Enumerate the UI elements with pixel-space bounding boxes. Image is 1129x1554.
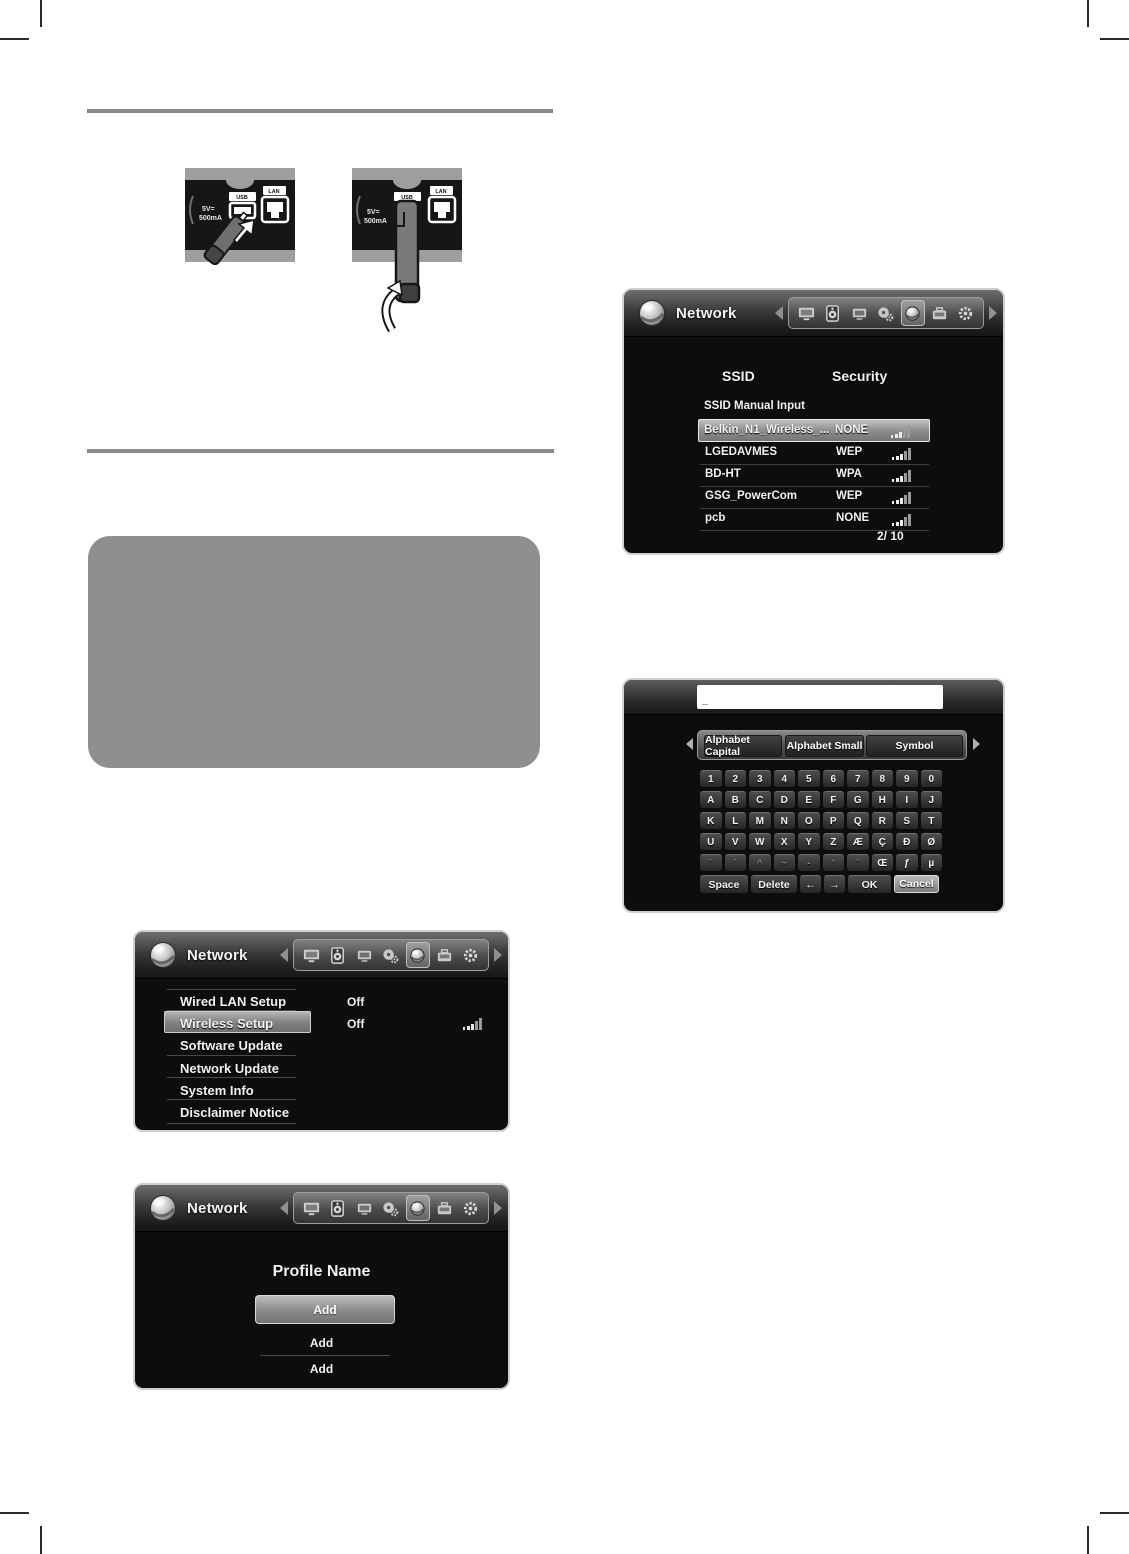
key[interactable]: F — [823, 791, 845, 808]
usb-port-label: USB — [236, 195, 248, 201]
ssid-security: NONE — [835, 424, 869, 436]
key[interactable]: ^ — [749, 854, 771, 871]
key[interactable]: Ð — [896, 833, 918, 850]
ssid-name: GSG_PowerCom — [705, 490, 798, 502]
key[interactable]: X — [774, 833, 796, 850]
network-icon[interactable] — [406, 1195, 430, 1221]
add-profile-button-selected[interactable]: Add — [255, 1295, 395, 1324]
key[interactable]: ¨ — [847, 854, 869, 871]
display-icon[interactable] — [794, 300, 818, 326]
key[interactable]: J — [921, 791, 943, 808]
screen-title: Network — [187, 1199, 248, 1217]
ssid-name: pcb — [705, 512, 726, 524]
key[interactable]: Z — [823, 833, 845, 850]
key[interactable]: I — [896, 791, 918, 808]
key[interactable]: Q — [847, 812, 869, 829]
profile-name-heading: Profile Name — [272, 1263, 371, 1280]
key[interactable]: µ — [921, 854, 943, 871]
ssid-security: WEP — [836, 446, 863, 458]
row-separator — [260, 1355, 390, 1356]
screen-header — [624, 290, 1003, 337]
action-key-row — [700, 875, 942, 893]
note-box — [88, 536, 540, 768]
lock-display-icon[interactable] — [847, 300, 871, 326]
audio-icon[interactable] — [326, 1195, 350, 1221]
audio-icon[interactable] — [326, 942, 350, 968]
network-globe-icon — [148, 940, 178, 970]
playback-settings-icon[interactable] — [379, 1195, 403, 1221]
cropmark-tr-v — [1087, 0, 1089, 27]
key[interactable]: 5 — [798, 770, 820, 787]
current-label: 500mA — [364, 218, 387, 225]
key[interactable]: H — [872, 791, 894, 808]
cursor-left-key[interactable]: ← — [800, 875, 821, 893]
key[interactable]: Ø — [921, 833, 943, 850]
key[interactable]: G — [847, 791, 869, 808]
key[interactable]: E — [798, 791, 820, 808]
key-row — [700, 833, 942, 850]
ssid-row[interactable] — [700, 486, 929, 509]
key[interactable]: C — [749, 791, 771, 808]
settings-category-strip — [788, 297, 984, 329]
key[interactable]: D — [774, 791, 796, 808]
menu-item-network-update[interactable] — [135, 1057, 508, 1079]
key[interactable]: B — [725, 791, 747, 808]
setup-gear-icon[interactable] — [459, 942, 483, 968]
key[interactable]: Y — [798, 833, 820, 850]
key[interactable]: 8 — [872, 770, 894, 787]
row-separator — [167, 1077, 296, 1078]
cropmark-br-v — [1087, 1526, 1089, 1554]
network-menu-screen — [133, 930, 510, 1132]
network-icon[interactable] — [406, 942, 430, 968]
lan-port-label: LAN — [435, 189, 447, 195]
key[interactable]: Œ — [872, 854, 894, 871]
cropmark-br-h — [1100, 1512, 1129, 1514]
virtual-keyboard-screen — [622, 678, 1005, 913]
menu-item-value: Off — [347, 995, 365, 1009]
key-row — [700, 791, 942, 808]
page-indicator: 2/ 10 — [877, 529, 904, 543]
ssid-row-selected[interactable] — [698, 419, 930, 442]
menu-right-arrow[interactable] — [494, 1201, 502, 1215]
others-icon[interactable] — [432, 1195, 456, 1221]
tab-alphabet-capital[interactable]: Alphabet Capital — [704, 735, 782, 757]
menu-item-software-update[interactable] — [135, 1034, 508, 1056]
usb-dongle-diagram — [148, 164, 488, 374]
row-separator — [167, 1010, 296, 1011]
network-globe-icon — [148, 1193, 178, 1223]
menu-left-arrow[interactable] — [280, 1201, 288, 1215]
add-profile-button[interactable]: Add — [309, 1362, 334, 1376]
tab-alphabet-small[interactable]: Alphabet Small — [785, 735, 864, 757]
delete-key[interactable]: Delete — [751, 875, 797, 893]
rear-panel-left — [185, 168, 295, 266]
ssid-name: LGEDAVMES — [705, 446, 777, 458]
key[interactable]: L — [725, 812, 747, 829]
key[interactable]: ' — [823, 854, 845, 871]
menu-item-value: Off — [347, 1017, 365, 1031]
key[interactable]: ` — [700, 854, 722, 871]
row-separator — [167, 1123, 296, 1124]
key[interactable]: S — [896, 812, 918, 829]
key[interactable]: 9 — [896, 770, 918, 787]
tabs-left-arrow[interactable] — [686, 738, 693, 750]
settings-category-strip — [293, 939, 489, 971]
key[interactable]: Æ — [847, 833, 869, 850]
lan-port-label: LAN — [268, 189, 280, 195]
keyboard-mode-tabs — [697, 730, 967, 760]
key[interactable]: ~ — [774, 854, 796, 871]
current-label: 500mA — [199, 215, 222, 222]
key[interactable]: 4 — [774, 770, 796, 787]
lock-display-icon[interactable] — [352, 1195, 376, 1221]
signal-strength-icon — [891, 425, 913, 438]
section-rule-top — [87, 109, 553, 113]
key-row — [700, 812, 942, 829]
key[interactable]: 7 — [847, 770, 869, 787]
menu-item-label: Network Update — [180, 1061, 279, 1076]
row-separator — [167, 1099, 296, 1100]
menu-right-arrow[interactable] — [494, 948, 502, 962]
menu-item-disclaimer-notice[interactable] — [135, 1101, 508, 1123]
key[interactable]: ƒ — [896, 854, 918, 871]
screen-header — [135, 932, 508, 979]
security-column-header: Security — [832, 368, 888, 384]
ssid-row[interactable] — [700, 508, 929, 531]
ssid-manual-input-item[interactable]: SSID Manual Input — [704, 400, 805, 412]
profile-name-screen — [133, 1183, 510, 1390]
usb-port-label: USB — [401, 195, 413, 201]
power-label: 5V= — [202, 206, 215, 213]
audio-icon[interactable] — [821, 300, 845, 326]
input-cursor: _ — [702, 694, 709, 706]
row-separator — [167, 1055, 296, 1056]
network-icon[interactable] — [901, 300, 925, 326]
menu-left-arrow[interactable] — [280, 948, 288, 962]
menu-item-label: System Info — [180, 1083, 254, 1098]
key[interactable]: U — [700, 833, 722, 850]
signal-strength-icon — [892, 491, 914, 504]
playback-settings-icon[interactable] — [874, 300, 898, 326]
others-icon[interactable] — [927, 300, 951, 326]
settings-category-strip — [293, 1192, 489, 1224]
ssid-security: NONE — [836, 512, 870, 524]
key[interactable]: O — [798, 812, 820, 829]
others-icon[interactable] — [432, 942, 456, 968]
key[interactable]: N — [774, 812, 796, 829]
ssid-column-header: SSID — [722, 368, 755, 384]
key[interactable]: R — [872, 812, 894, 829]
cursor-right-key[interactable]: → — [824, 875, 845, 893]
signal-strength-icon — [892, 513, 914, 526]
network-globe-icon — [637, 298, 667, 328]
ssid-row[interactable] — [700, 464, 929, 487]
flip-up-arrow — [386, 281, 402, 330]
menu-item-wireless-setup[interactable] — [135, 1012, 508, 1034]
cropmark-tl-h — [0, 38, 29, 40]
ssid-name: BD-HT — [705, 468, 741, 480]
rear-panel-right — [352, 168, 462, 330]
key[interactable]: - — [798, 854, 820, 871]
screen-header — [135, 1185, 508, 1232]
menu-item-label: Wired LAN Setup — [180, 994, 287, 1009]
cropmark-tr-h — [1100, 38, 1129, 40]
menu-item-system-info[interactable] — [135, 1079, 508, 1101]
signal-strength-icon — [463, 1017, 485, 1030]
section-rule-bottom — [87, 449, 554, 453]
key[interactable]: A — [700, 791, 722, 808]
key[interactable]: 6 — [823, 770, 845, 787]
tabs-right-arrow[interactable] — [973, 738, 980, 750]
key-row — [700, 854, 942, 871]
display-icon[interactable] — [299, 942, 323, 968]
ssid-row[interactable] — [700, 442, 929, 465]
key[interactable]: T — [921, 812, 943, 829]
cancel-key[interactable]: Cancel — [894, 875, 939, 893]
ssid-security: WPA — [836, 468, 862, 480]
tab-symbol[interactable]: Symbol — [866, 735, 963, 757]
keyboard-header — [624, 680, 1003, 715]
ssid-list-screen — [622, 288, 1005, 555]
key[interactable]: M — [749, 812, 771, 829]
menu-left-arrow[interactable] — [775, 306, 783, 320]
screen-title: Network — [676, 304, 737, 322]
cropmark-tl-v — [40, 0, 42, 27]
ssid-name: Belkin_N1_Wireless_... — [704, 424, 830, 436]
key-row — [700, 770, 942, 787]
key[interactable]: 3 — [749, 770, 771, 787]
key[interactable]: 2 — [725, 770, 747, 787]
setup-gear-icon[interactable] — [954, 300, 978, 326]
menu-item-label: Disclaimer Notice — [180, 1105, 290, 1120]
key-grid — [700, 770, 942, 893]
setup-gear-icon[interactable] — [459, 1195, 483, 1221]
key[interactable]: Ç — [872, 833, 894, 850]
screen-title: Network — [187, 946, 248, 964]
text-input-field[interactable] — [697, 685, 943, 709]
key[interactable]: ´ — [725, 854, 747, 871]
menu-item-wired-lan-setup[interactable] — [135, 990, 508, 1012]
key[interactable]: 0 — [921, 770, 943, 787]
add-profile-button[interactable]: Add — [309, 1336, 334, 1350]
key[interactable]: W — [749, 833, 771, 850]
cropmark-bl-v — [40, 1526, 42, 1554]
key[interactable]: P — [823, 812, 845, 829]
cropmark-bl-h — [0, 1512, 29, 1514]
menu-item-label: Software Update — [180, 1038, 283, 1053]
signal-strength-icon — [892, 447, 914, 460]
menu-item-label: Wireless Setup — [180, 1016, 274, 1031]
ok-key[interactable]: OK — [848, 875, 891, 893]
key[interactable]: K — [700, 812, 722, 829]
signal-strength-icon — [892, 469, 914, 482]
key[interactable]: V — [725, 833, 747, 850]
ssid-security: WEP — [836, 490, 863, 502]
key[interactable]: 1 — [700, 770, 722, 787]
lock-display-icon[interactable] — [352, 942, 376, 968]
power-label: 5V= — [367, 209, 380, 216]
space-key[interactable]: Space — [700, 875, 748, 893]
playback-settings-icon[interactable] — [379, 942, 403, 968]
display-icon[interactable] — [299, 1195, 323, 1221]
menu-right-arrow[interactable] — [989, 306, 997, 320]
